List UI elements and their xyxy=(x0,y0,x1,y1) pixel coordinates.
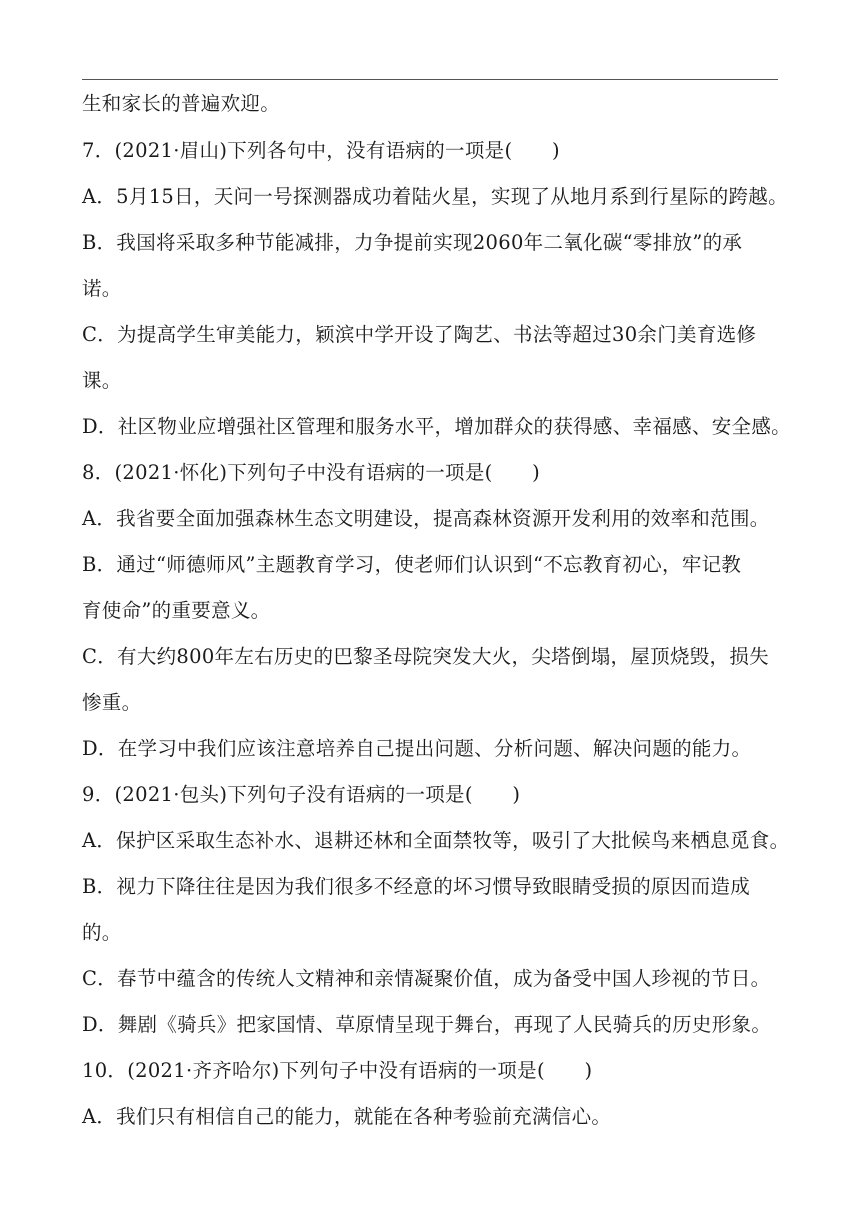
question-9-stem: 9．(2021·包头)下列句子没有语病的一项是( ) xyxy=(82,783,521,806)
text-line: 的。 xyxy=(82,921,122,944)
question-7-option-b: B．我国将采取多种节能减排，力争提前实现2060年二氧化碳“零排放”的承 xyxy=(82,231,743,254)
question-8-option-a: A．我省要全面加强森林生态文明建设，提高森林资源开发利用的效率和范围。 xyxy=(82,507,770,530)
text-line: 课。 xyxy=(82,369,122,392)
question-7-option-d: D．社区物业应增强社区管理和服务水平，增加群众的获得感、幸福感、安全感。 xyxy=(82,415,791,438)
question-9-option-c: C．春节中蕴含的传统人文精神和亲情凝聚价值，成为备受中国人珍视的节日。 xyxy=(82,967,771,990)
header-rule xyxy=(82,79,778,80)
question-8-option-c: C．有大约800年左右历史的巴黎圣母院突发大火，尖塔倒塌，屋顶烧毁，损失 xyxy=(82,645,769,668)
question-9-option-b: B．视力下降往往是因为我们很多不经意的坏习惯导致眼睛受损的原因而造成 xyxy=(82,875,751,898)
question-8-stem: 8．(2021·怀化)下列句子中没有语病的一项是( ) xyxy=(82,461,541,484)
text-line: 育使命”的重要意义。 xyxy=(82,599,271,622)
question-7-option-a: A．5月15日，天问一号探测器成功着陆火星，实现了从地月系到行星际的跨越。 xyxy=(82,185,788,208)
question-9-option-a: A．保护区采取生态补水、退耕还林和全面禁牧等，吸引了大批候鸟来栖息觅食。 xyxy=(82,829,790,852)
question-7-stem: 7．(2021·眉山)下列各句中，没有语病的一项是( ) xyxy=(82,139,560,162)
question-8-option-b: B．通过“师德师风”主题教育学习，使老师们认识到“不忘教育初心，牢记教 xyxy=(82,553,742,576)
question-7-option-c: C．为提高学生审美能力，颖滨中学开设了陶艺、书法等超过30余门美育选修 xyxy=(82,323,757,346)
text-line: 诺。 xyxy=(82,277,122,300)
text-line: 惨重。 xyxy=(82,691,142,714)
question-10-option-a: A．我们只有相信自己的能力，就能在各种考验前充满信心。 xyxy=(82,1105,612,1128)
text-line: 生和家长的普遍欢迎。 xyxy=(82,92,281,115)
question-8-option-d: D．在学习中我们应该注意培养自己提出问题、分析问题、解决问题的能力。 xyxy=(82,737,752,760)
question-9-option-d: D．舞剧《骑兵》把家国情、草原情呈现于舞台，再现了人民骑兵的历史形象。 xyxy=(82,1013,772,1036)
question-10-stem: 10．(2021·齐齐哈尔)下列句子中没有语病的一项是( ) xyxy=(82,1059,593,1082)
